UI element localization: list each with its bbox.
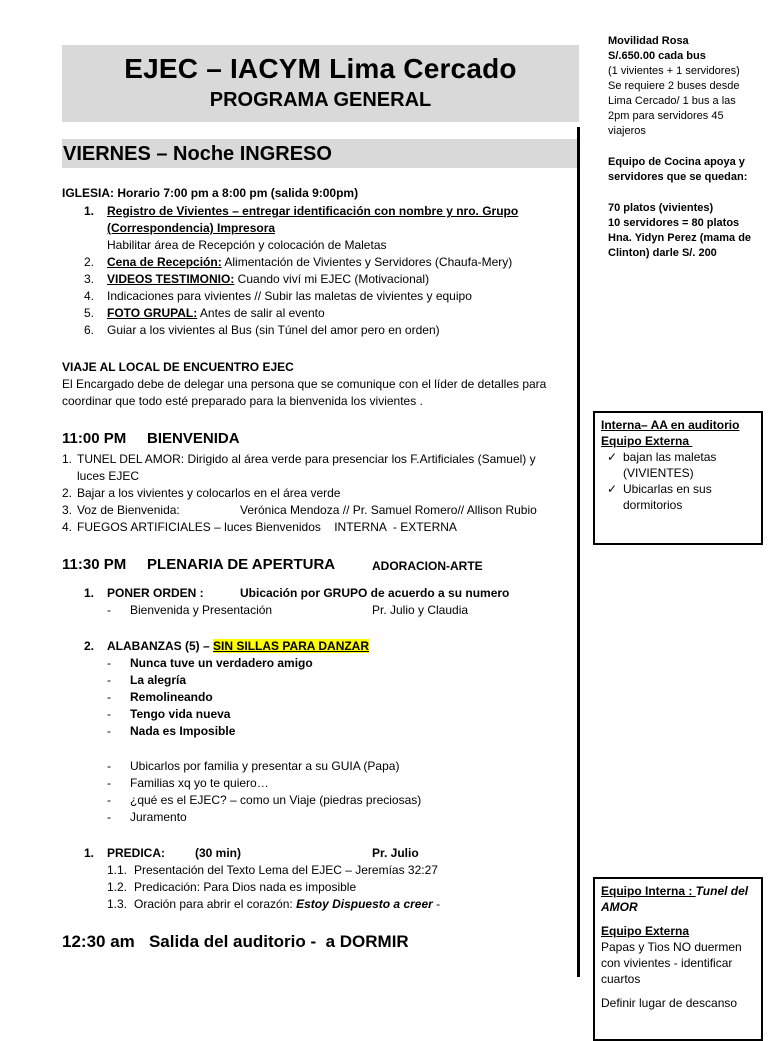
document-title: EJEC – IACYM Lima Cercado (124, 53, 517, 84)
box2-ext-line: Papas y Tios NO duermen (601, 940, 742, 954)
dash: - (107, 776, 111, 790)
note-box-tunel (593, 877, 763, 1041)
bienvenida-item-2-num: 2. (62, 486, 73, 500)
alabanzas-label: ALABANZAS (5) – SIN SILLAS PARA DANZAR (107, 639, 370, 653)
orden-detail: Ubicación por GRUPO de acuerdo a su numero (240, 586, 510, 600)
dash: - (107, 707, 111, 721)
dash: - (107, 690, 111, 704)
predica-sub-3-num: 1.3. (107, 897, 128, 911)
bienvenida-item-1: TUNEL DEL AMOR: Dirigido al área verde para presenciar los F.Artificiales (Samuel) y (77, 452, 536, 466)
iglesia-item-6: 6. (84, 323, 95, 337)
predica-time: (30 min) (195, 846, 242, 860)
box1-line2: Equipo Externa (601, 434, 693, 448)
predica-sub-2: Predicación: Para Dios nada es imposible (134, 880, 357, 894)
alabanzas-num: 2. (84, 639, 95, 653)
iglesia-item-1 (84, 203, 94, 220)
box2-last: Definir lugar de descanso (601, 996, 738, 1010)
box2-title-cont: AMOR (601, 900, 638, 914)
note-1: Ubicarlos por familia y presentar a su GUIA (Papa) (130, 759, 400, 773)
platos-line: Clinton) darle S/. 200 (608, 247, 717, 259)
bienvenida-item-4: FUEGOS ARTIFICIALES – luces Bienvenidos INTERNA - EXTERNA (77, 520, 457, 534)
iglesia-item-1-extra: Habilitar área de Recepción y colocación de Maletas (107, 238, 387, 252)
predica-label: PREDICA: (107, 846, 166, 860)
movilidad-line: 2pm para servidores 45 (608, 110, 724, 122)
song-2: La alegría (130, 673, 187, 687)
song-4: Tengo vida nueva (130, 707, 231, 721)
predica-sub-1-num: 1.1. (107, 863, 128, 877)
iglesia-item-5-text: FOTO GRUPAL: Antes de salir al evento (107, 306, 325, 320)
movilidad-line: (1 vivientes + 1 servidores) (608, 65, 740, 77)
platos-line: 10 servidores = 80 platos (608, 217, 740, 229)
bienvenida-item-2: Bajar a los vivientes y colocarlos en el área verde (77, 486, 341, 500)
orden-sub: Bienvenida y Presentación (130, 603, 273, 617)
iglesia-item-5: 5. (84, 306, 95, 320)
platos-line: Hna. Yidyn Perez (mama de (608, 232, 752, 244)
movilidad-line: Lima Cercado/ 1 bus a las (608, 95, 736, 107)
song-1: Nunca tuve un verdadero amigo (130, 656, 313, 670)
note-2: Familias xq yo te quiero… (130, 776, 269, 790)
platos-line: 70 platos (vivientes) (608, 202, 714, 214)
iglesia-heading: IGLESIA: Horario 7:00 pm a 8:00 pm (salida 9:00pm) (62, 186, 359, 200)
iglesia-item-2-text: Cena de Recepción: Alimentación de Vivientes y Servidores (Chaufa-Mery) (107, 255, 513, 269)
box2-ext-line: cuartos (601, 972, 641, 986)
iglesia-item-2: 2. (84, 255, 95, 269)
movilidad-line: Se requiere 2 buses desde (608, 80, 740, 92)
iglesia-item-4: 4. (84, 289, 95, 303)
bienvenida-item-4-num: 4. (62, 520, 73, 534)
dash: - (107, 603, 111, 617)
predica-num: 1. (84, 846, 95, 860)
song-5: Nada es Imposible (130, 724, 236, 738)
song-3: Remolineando (130, 690, 213, 704)
day-band-label: VIERNES – Noche INGRESO (63, 143, 332, 165)
bienvenida-item-1-cont: luces EJEC (77, 469, 140, 483)
vertical-divider (577, 127, 580, 977)
bienvenida-heading: 11:00 PM BIENVENIDA (62, 430, 240, 447)
movilidad-line: viajeros (608, 125, 646, 137)
bienvenida-item-3-num: 3. (62, 503, 73, 517)
dash: - (107, 724, 111, 738)
viaje-heading: VIAJE AL LOCAL DE ENCUENTRO EJEC (62, 360, 294, 374)
dash: - (107, 810, 111, 824)
iglesia-item-6-text: Guiar a los vivientes al Bus (sin Túnel del amor pero en orden) (107, 323, 440, 337)
dash: - (107, 656, 111, 670)
orden-sub-right: Pr. Julio y Claudia (372, 603, 469, 617)
checkmark-icon: ✓ (606, 450, 618, 464)
predica-sub-3: Oración para abrir el corazón: Estoy Dispuesto a creer - (134, 897, 441, 911)
check-item: ✓ bajan las maletas (VIVIENTES) (601, 449, 755, 481)
document-subtitle: PROGRAMA GENERAL (209, 89, 432, 111)
iglesia-item-3-text: VIDEOS TESTIMONIO: Cuando viví mi EJEC (Motivacional) (107, 272, 430, 286)
document-header (62, 45, 579, 122)
plenaria-heading: 11:30 PM PLENARIA DE APERTURA (62, 556, 336, 573)
salida-heading: 12:30 am Salida del auditorio - a DORMIR (62, 932, 409, 951)
movilidad-title: Movilidad Rosa (608, 35, 689, 47)
list-number: 1. (84, 204, 95, 218)
box1-line1: Interna– AA en auditorio (601, 418, 740, 432)
plenaria-tag: ADORACION-ARTE (372, 559, 483, 573)
cocina-line: servidores que se quedan: (608, 171, 748, 183)
viaje-line-1: El Encargado debe de delegar una persona que se comunique con el líder de detalles para (62, 377, 547, 391)
note-4: Juramento (130, 810, 187, 824)
bienvenida-item-1-num: 1. (62, 452, 73, 466)
predica-sub-1: Presentación del Texto Lema del EJEC – Jeremías 32:27 (134, 863, 438, 877)
viaje-line-2: coordinar que todo esté preparado para la bienvenida los vivientes . (62, 394, 423, 408)
dash: - (107, 793, 111, 807)
box2-ext-line: con vivientes - identificar (601, 956, 733, 970)
day-band (62, 139, 579, 168)
box2-title: Equipo Interna : Tunel del (601, 884, 749, 898)
bienvenida-item-3-right: Verónica Mendoza // Pr. Samuel Romero// Allison Rubio (240, 503, 537, 517)
check-item: ✓ Ubicarlas en sus dormitorios (601, 481, 755, 513)
cocina-line: Equipo de Cocina apoya y (608, 156, 745, 168)
box2-externa: Equipo Externa (601, 924, 690, 938)
checkmark-icon: ✓ (606, 482, 618, 496)
dash: - (107, 673, 111, 687)
iglesia-item-1-text2: (Correspondencia) Impresora (107, 221, 276, 235)
predica-who: Pr. Julio (372, 846, 419, 860)
iglesia-item-4-text: Indicaciones para vivientes // Subir las maletas de vivientes y equipo (107, 289, 472, 303)
movilidad-price: S/.650.00 cada bus (608, 50, 706, 62)
iglesia-item-3: 3. (84, 272, 95, 286)
note-3: ¿qué es el EJEC? – como un Viaje (piedras preciosas) (130, 793, 422, 807)
orden-num: 1. (84, 586, 95, 600)
sidebar-notes (608, 34, 756, 261)
alabanzas-highlight: SIN SILLAS PARA DANZAR (213, 639, 370, 653)
predica-sub-2-num: 1.2. (107, 880, 128, 894)
dash: - (107, 759, 111, 773)
note-box-interna (593, 411, 763, 545)
iglesia-item-1-text: Registro de Vivientes – entregar identificación con nombre y nro. Grupo (107, 204, 519, 218)
orden-label: PONER ORDEN : (107, 586, 204, 600)
bienvenida-item-3: Voz de Bienvenida: (77, 503, 180, 517)
